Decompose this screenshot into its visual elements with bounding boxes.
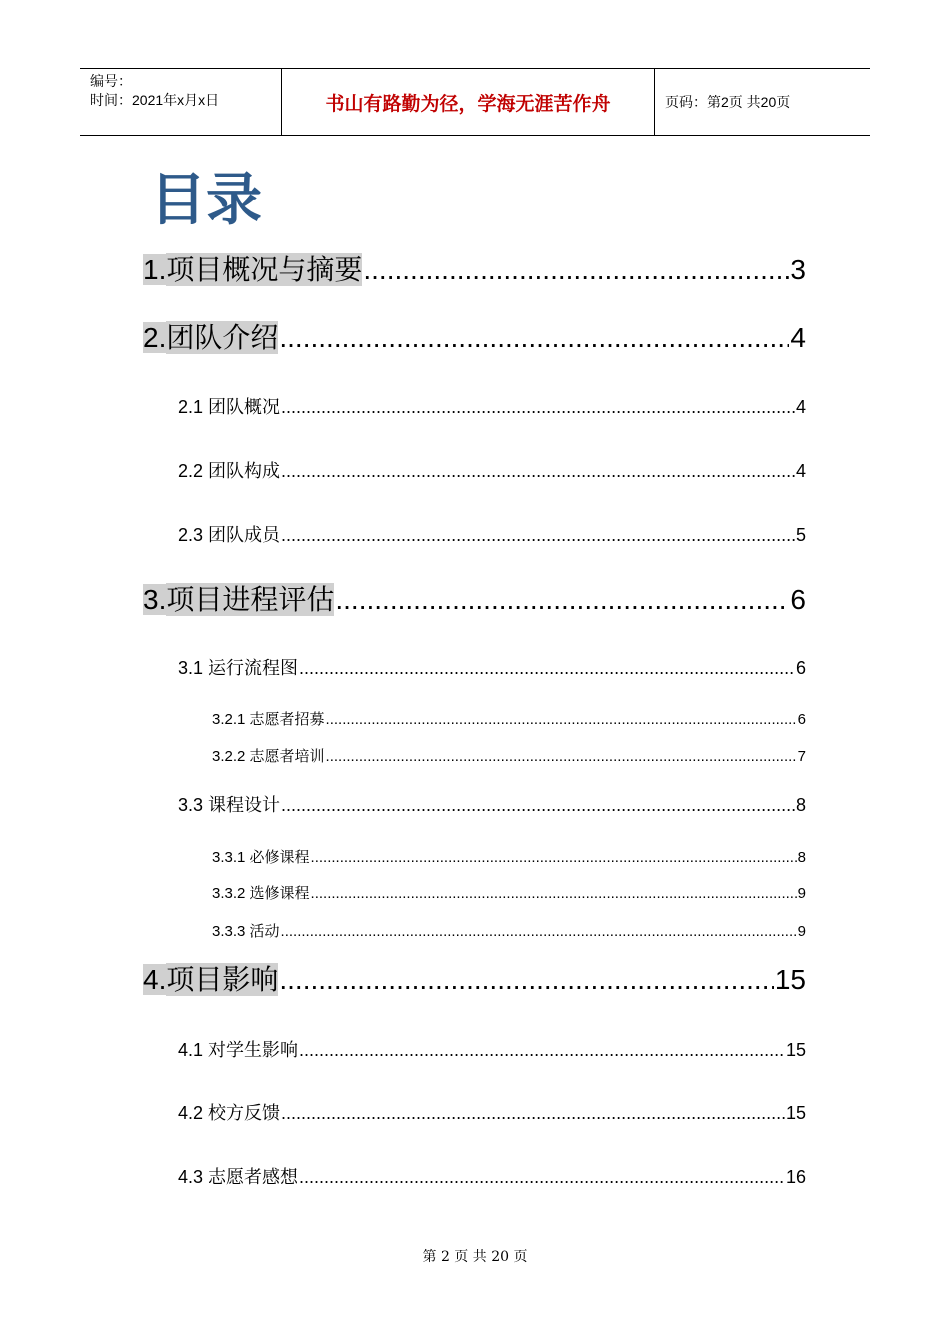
toc-entry-number: 3.3.1: [212, 849, 250, 866]
toc-entry-text: 选修课程: [249, 884, 310, 902]
toc-entry-number: 4.2: [178, 1103, 209, 1123]
toc-entry-label: [178, 1164, 298, 1191]
toc-entry-text: 校方反馈: [208, 1103, 281, 1124]
page-footer: 第 2 页 共 20 页: [422, 1249, 528, 1265]
toc-entry[interactable]: [178, 394, 806, 420]
toc-entry-page: 6: [797, 711, 806, 728]
toc-entry[interactable]: [178, 458, 806, 484]
header-meta: [80, 69, 282, 135]
toc-entry-page: 8: [795, 795, 806, 815]
document-time-label: 时间：2021年x月x日: [90, 92, 220, 108]
toc-entry[interactable]: [143, 960, 806, 1000]
toc-entry-label: [143, 580, 334, 620]
toc-entry[interactable]: [178, 522, 806, 548]
toc-entry-number: 3.3.3: [212, 923, 250, 940]
toc-entry-page: 6: [790, 584, 806, 615]
toc-leader-dots: [279, 318, 789, 358]
toc-entry-page: 6: [795, 658, 806, 678]
toc-entry-label: [212, 708, 325, 731]
toc-entry-label: [212, 882, 310, 905]
toc-leader-dots: [281, 394, 795, 420]
toc-entry-label: [178, 522, 280, 549]
toc-leader-dots: [299, 655, 795, 681]
toc-leader-dots: [326, 709, 797, 731]
toc-entry-number: 2.1: [178, 397, 209, 417]
toc-entry-text: 团队介绍: [166, 321, 279, 354]
toc-entry-label: [178, 1100, 280, 1127]
toc-entry-page: 7: [797, 748, 806, 765]
toc-entry[interactable]: [178, 1164, 806, 1190]
toc-entry-page: 3: [790, 254, 806, 285]
toc-entry-number: 4.: [143, 964, 167, 995]
toc-entry-number: 3.1: [178, 658, 209, 678]
toc-entry-label: [178, 792, 280, 819]
toc-leader-dots: [279, 960, 773, 1000]
toc-entry-number: 3.2.2: [212, 748, 250, 765]
toc-entry-text: 活动: [249, 922, 280, 940]
toc-entry[interactable]: [212, 920, 806, 942]
toc-entry-text: 必修课程: [249, 848, 310, 866]
toc-title: 目录: [150, 168, 262, 233]
toc-entry-text: 志愿者招募: [249, 710, 325, 728]
toc-leader-dots: [299, 1037, 785, 1063]
header-motto: 书山有路勤为径，学海无涯苦作舟: [282, 69, 655, 135]
toc-entry-text: 运行流程图: [208, 658, 299, 679]
toc-leader-dots: [299, 1164, 785, 1190]
toc-entry-page: 15: [785, 1103, 806, 1123]
document-number-label: 编号：: [90, 73, 132, 89]
toc-leader-dots: [281, 522, 795, 548]
toc-entry[interactable]: [212, 882, 806, 904]
toc-entry[interactable]: [143, 580, 806, 620]
toc-leader-dots: [363, 250, 789, 290]
toc-entry-text: 项目进程评估: [166, 583, 335, 616]
toc-entry-page: 5: [795, 525, 806, 545]
toc-entry-page: 15: [785, 1040, 806, 1060]
toc-entry-text: 对学生影响: [208, 1040, 299, 1061]
header-page-info: 页码：第2页 共20页: [665, 94, 791, 110]
toc-entry-text: 课程设计: [208, 795, 281, 816]
toc-entry-page: 8: [797, 849, 806, 866]
toc-entry-page: 15: [774, 964, 806, 995]
toc-leader-dots: [281, 792, 795, 818]
toc-entry-label: [143, 250, 362, 290]
toc-entry[interactable]: [212, 708, 806, 730]
toc-entry-label: [178, 1037, 298, 1064]
toc-entry-number: 3.2.1: [212, 711, 250, 728]
toc-entry-number: 3.3: [178, 795, 209, 815]
toc-entry-label: [178, 655, 298, 682]
toc-entry[interactable]: [143, 250, 806, 290]
toc-entry-page: 9: [797, 923, 806, 940]
toc-leader-dots: [326, 746, 797, 768]
toc-entry-label: [212, 920, 280, 943]
toc-leader-dots: [311, 847, 797, 869]
toc-leader-dots: [311, 883, 797, 905]
toc-entry[interactable]: [178, 655, 806, 681]
toc-entry-page: 4: [795, 397, 806, 417]
toc-entry-number: 4.3: [178, 1167, 209, 1187]
toc-entry[interactable]: [178, 1100, 806, 1126]
toc-entry-text: 项目影响: [166, 963, 279, 996]
toc-entry-number: 3.: [143, 584, 167, 615]
toc-entry-text: 志愿者培训: [249, 747, 325, 765]
toc-entry-number: 3.3.2: [212, 885, 250, 902]
toc-entry-label: [178, 394, 280, 421]
toc-entry-text: 团队成员: [208, 525, 281, 546]
toc-entry-number: 2.2: [178, 461, 209, 481]
toc-leader-dots: [281, 921, 797, 943]
toc-entry-number: 4.1: [178, 1040, 209, 1060]
toc-entry-label: [212, 745, 325, 768]
toc-entry-text: 项目概况与摘要: [166, 253, 363, 286]
toc-entry[interactable]: [178, 792, 806, 818]
page-header: [80, 68, 870, 136]
toc-entry-number: 2.: [143, 322, 167, 353]
toc-entry-text: 志愿者感想: [208, 1167, 299, 1188]
toc-entry[interactable]: [212, 745, 806, 767]
toc-leader-dots: [335, 580, 789, 620]
toc-entry-page: 4: [795, 461, 806, 481]
toc-entry-label: [178, 458, 280, 485]
toc-entry[interactable]: [212, 846, 806, 868]
toc-leader-dots: [281, 458, 795, 484]
toc-entry[interactable]: [143, 318, 806, 358]
toc-entry-text: 团队构成: [208, 461, 281, 482]
toc-entry-page: 9: [797, 885, 806, 902]
toc-entry-page: 4: [790, 322, 806, 353]
toc-entry-page: 16: [785, 1167, 806, 1187]
toc-entry-text: 团队概况: [208, 397, 281, 418]
toc-entry-label: [143, 960, 278, 1000]
toc-entry-label: [212, 846, 310, 869]
toc-entry-number: 2.3: [178, 525, 209, 545]
toc-entry[interactable]: [178, 1037, 806, 1063]
toc-entry-label: [143, 318, 278, 358]
toc-entry-number: 1.: [143, 254, 167, 285]
toc-leader-dots: [281, 1100, 785, 1126]
